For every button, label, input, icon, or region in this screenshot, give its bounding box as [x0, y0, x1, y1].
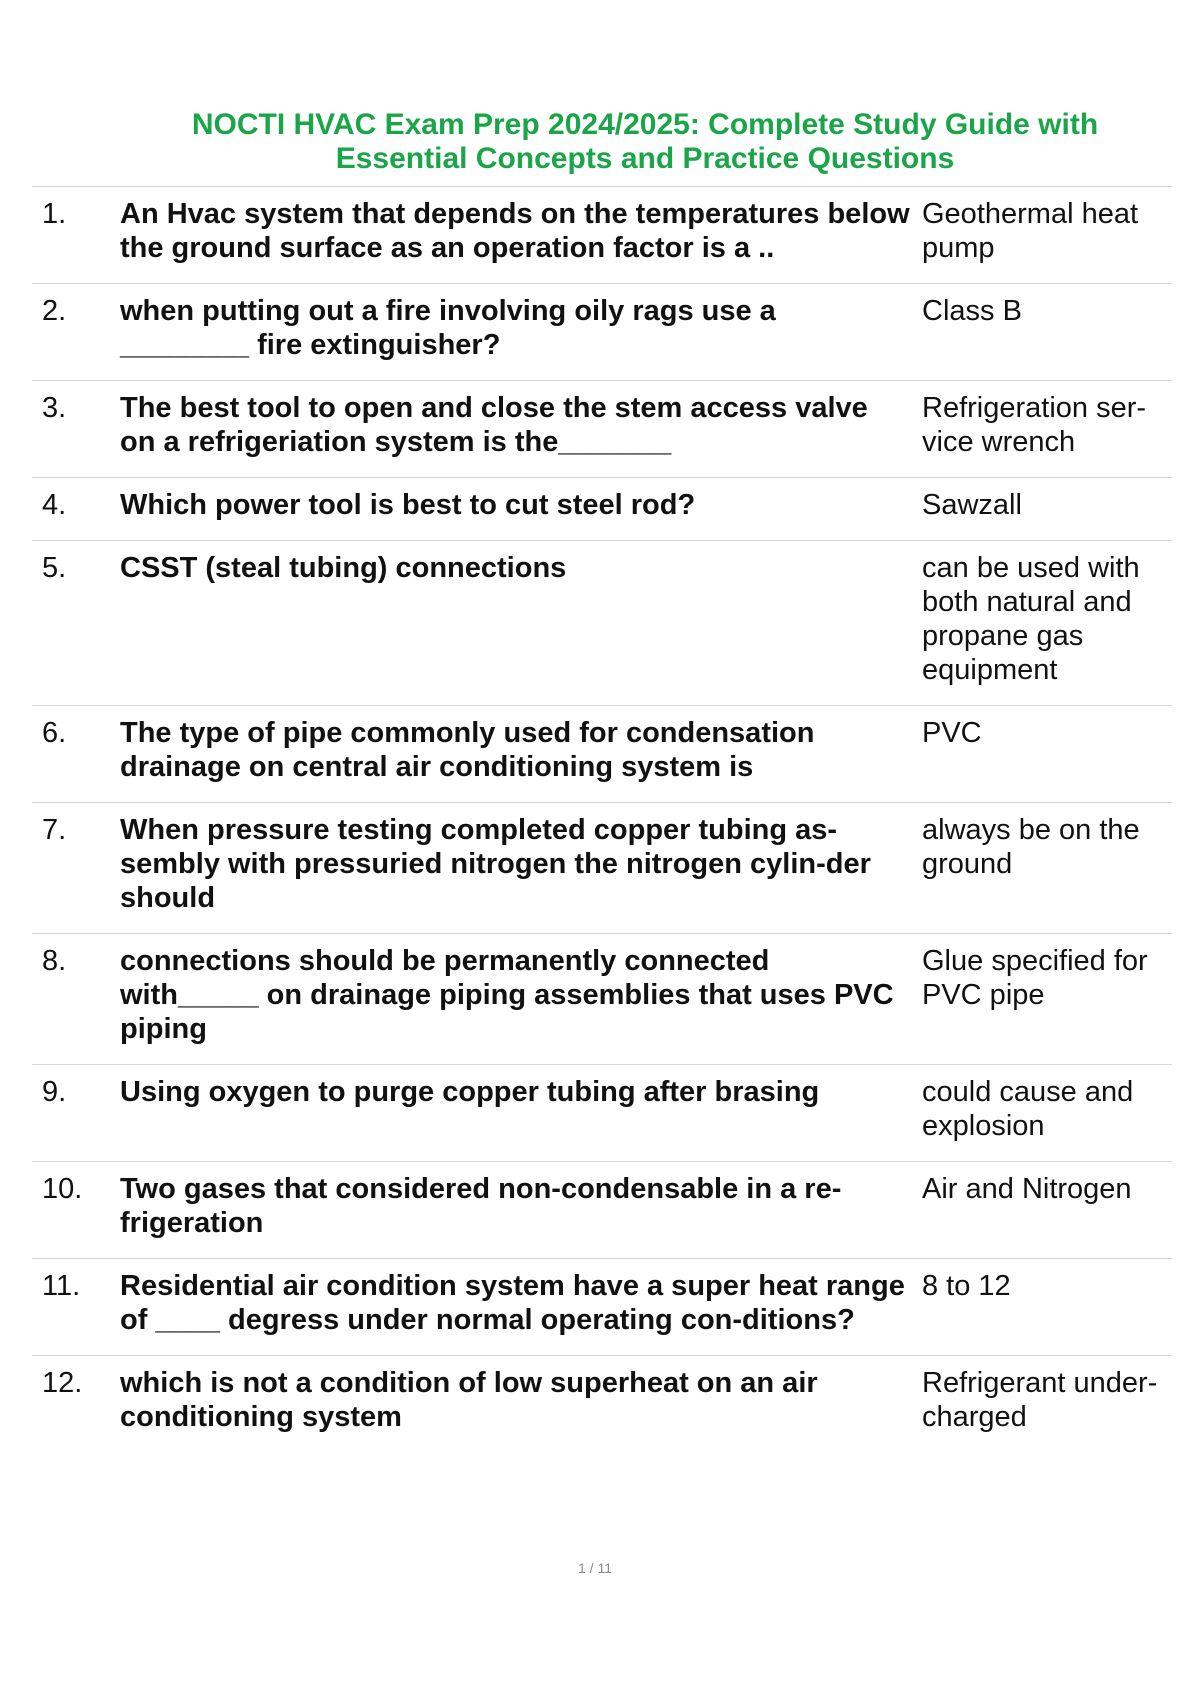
title-line-1: NOCTI HVAC Exam Prep 2024/2025: Complete Study Guide with [191, 108, 1099, 141]
question-text: Which power tool is best to cut steel rod? [120, 489, 696, 521]
question-text: When pressure testing completed copper tubing as-sembly with pressuried nitrogen the nitrogen cylin-der should [120, 814, 871, 914]
question-number: 9. [42, 1076, 67, 1108]
answer-text: can be used with both natural and propane gas equipment [922, 552, 1140, 686]
question-number: 8. [42, 945, 67, 977]
answer-text: Refrigeration ser-vice wrench [922, 392, 1147, 458]
question-number: 3. [42, 392, 67, 424]
question-text: CSST (steal tubing) connections [120, 552, 567, 584]
answer-text: Sawzall [922, 489, 1022, 521]
question-number: 6. [42, 717, 67, 749]
question-text: Two gases that considered non-condensable in a re-frigeration [120, 1173, 842, 1239]
question-number: 5. [42, 552, 67, 584]
answer-text: Glue specified for PVC pipe [922, 945, 1148, 1011]
table-row [32, 381, 1172, 478]
table-row [32, 706, 1172, 803]
question-text: The type of pipe commonly used for condensation drainage on central air conditioning system is [120, 717, 815, 783]
table-row [32, 1356, 1172, 1453]
question-text: An Hvac system that depends on the temperatures below the ground surface as an operation factor is a .. [120, 198, 910, 264]
question-number: 11. [42, 1270, 81, 1302]
title-line-2: Essential Concepts and Practice Questions [335, 142, 955, 175]
question-number: 2. [42, 295, 67, 327]
table-row [32, 803, 1172, 934]
table-row [32, 1162, 1172, 1259]
page-number: 1 / 11 [578, 1560, 612, 1576]
answer-text: Refrigerant under-charged [922, 1367, 1158, 1433]
question-text: Residential air condition system have a super heat range of ____ degress under normal operating con-ditions? [120, 1270, 905, 1336]
question-number: 4. [42, 489, 67, 521]
question-text: The best tool to open and close the stem access valve on a refrigeriation system is the_______ [120, 392, 868, 458]
question-number: 1. [42, 198, 67, 230]
question-answer-table [32, 186, 1172, 1452]
table-row [32, 1259, 1172, 1356]
answer-text: Air and Nitrogen [922, 1173, 1132, 1205]
table-row [32, 284, 1172, 381]
answer-text: Class B [922, 295, 1022, 327]
answer-text: 8 to 12 [922, 1270, 1011, 1302]
question-text: Using oxygen to purge copper tubing after brasing [120, 1076, 820, 1108]
table-row [32, 478, 1172, 541]
question-number: 7. [42, 814, 67, 846]
question-number: 10. [42, 1173, 83, 1205]
question-text: which is not a condition of low superheat on an air conditioning system [120, 1367, 818, 1433]
table-row [32, 187, 1172, 284]
answer-text: Geothermal heat pump [922, 198, 1139, 264]
question-number: 12. [42, 1367, 83, 1399]
answer-text: PVC [922, 717, 982, 749]
table-row [32, 934, 1172, 1065]
document-title [150, 108, 1140, 176]
table-row [32, 541, 1172, 706]
table-row [32, 1065, 1172, 1162]
question-text: when putting out a fire involving oily rags use a ________ fire extinguisher? [120, 295, 776, 361]
question-text: connections should be permanently connected with_____ on drainage piping assemblies that uses PVC piping [120, 945, 894, 1045]
answer-text: could cause and explosion [922, 1076, 1134, 1142]
answer-text: always be on the ground [922, 814, 1140, 880]
